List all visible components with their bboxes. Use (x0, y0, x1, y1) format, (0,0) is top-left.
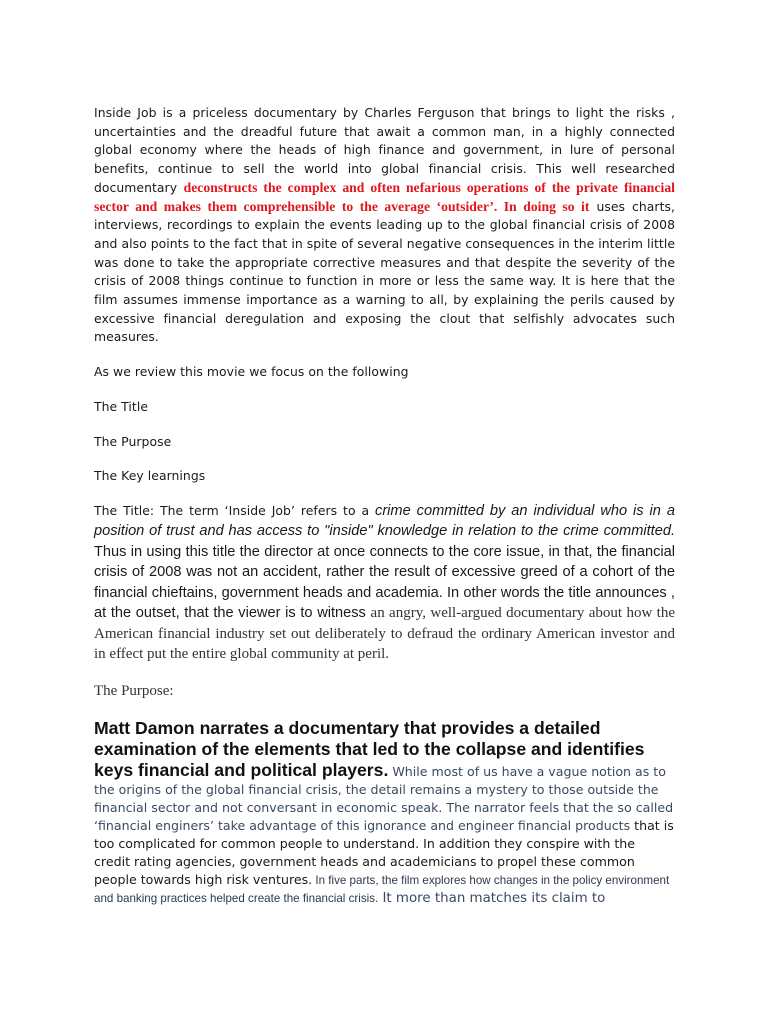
focus-item-title: The Title (94, 398, 148, 414)
purpose-text-1: While most of us have a vague notion as to the origins of the global financial crisis, the detail remains a mystery to those outside the financial sector and not conversant in economic speak. The narrator feels that the so called ‘financial enginers’ take advantage of this ignorance and engineer financial products (94, 763, 674, 833)
purpose-text-2: that is too complicated for common people to understand. In addition they conspire with the credit rating agencies, government heads and academicians to propel these common people towards high risk ventures. (94, 817, 674, 887)
purpose-text-4: It more than matches its claim to (378, 890, 606, 906)
intro-highlight: deconstructs the complex and often nefarious operations of the private financial sector and makes them comprehensible to the average ‘outsider’. In doing so it (94, 179, 676, 214)
title-section-definition: crime committed by an individual who is in a position of trust and has access to "inside" knowledge in relation to the crime committed. (94, 502, 675, 540)
intro-text-1: Inside Job is a priceless documentary by Charles Ferguson that brings to light the risks , uncertainties and the dreadful future that await a common man, in a highly connected global economy where the heads of high finance and government, in lure of personal benefits, continue to sell the world into global financial crisis. This well researched documentary (94, 105, 675, 195)
focus-item-key-learnings: The Key learnings (94, 468, 206, 484)
intro-paragraph (94, 104, 675, 347)
title-section-body: Thus in using this title the director at once connects to the core issue, in that, the financial crisis of 2008 was not an accident, rather the result of excessive greed of a cohort of the financial chieftains, government heads and academia. In other words the title announces , at the outset, that the viewer is to witness (94, 543, 675, 622)
purpose-paragraph (94, 718, 675, 907)
review-intro: As we review this movie we focus on the following (94, 364, 409, 380)
title-section-lead: The Title: The term ‘Inside Job’ refers to a (94, 502, 376, 518)
title-section-paragraph (94, 501, 675, 665)
title-section-quote: an angry, well-argued documentary about how the American financial industry set out deliberately to defraud the ordinary American investor and in effect put the entire global community at peril. (94, 605, 675, 663)
purpose-text-3: In five parts, the film explores how changes in the policy environment and banking practices helped create the financial crisis. (94, 873, 670, 905)
focus-item-purpose: The Purpose (94, 433, 172, 449)
intro-text-2: uses charts, interviews, recordings to explain the events leading up to the global financial crisis of 2008 and also points to the fact that in spite of several negative consequences in the interim little was done to take the appropriate corrective measures and that despite the severity of the crisis of 2008 things continue to function in more or less the same way. It is here that the film assumes immense importance as a warning to all, by explaining the perils caused by excessive financial deregulation and exposing the clout that selfishly advocates such measures. (94, 198, 675, 345)
purpose-lead: Matt Damon narrates a documentary that provides a detailed examination of the elements that led to the collapse and identifies keys financial and political players. (94, 717, 645, 780)
purpose-heading: The Purpose: (94, 682, 174, 699)
document-page (94, 104, 675, 907)
